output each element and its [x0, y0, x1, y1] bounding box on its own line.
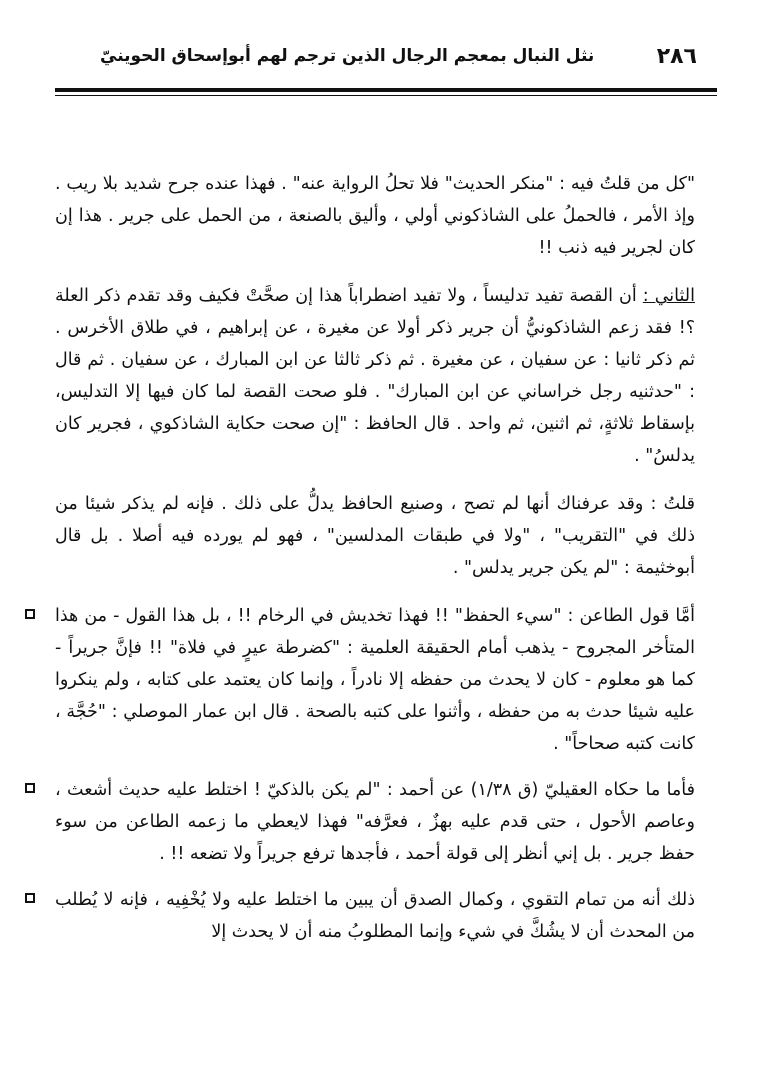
page-body	[55, 168, 695, 962]
paragraph-2-text: أن القصة تفيد تدليساً ، ولا تفيد اضطراباً هذا إن صحَّتْ فكيف وقد تقدم ذكر العلة ؟! فقد زعم الشاذكونيُّ أن جرير ذكر أولا عن مغيرة ، عن إبراهيم ، في طلاق الأخرس . ثم ذكر ثانيا : عن سفيان ، عن مغيرة . ثم ذكر ثالثا عن ابن المبارك ، عن سفيان . ثم قال : "حدثنيه رجل خراساني عن ابن المبارك" . فلو صحت القصة لما كان فيها إلا التدليس، بإسقاط ثلاثةٍ، ثم اثنين، ثم واحد . قال الحافظ : "إن صحت حكاية الشاذكوي ، فجرير كان يدلسُ" .	[55, 286, 695, 466]
square-bullet-icon	[25, 893, 35, 903]
header-rule-thick	[55, 88, 717, 92]
bullet-item-2	[55, 774, 695, 870]
bullet-item-2-text: فأما ما حكاه العقيليّ (ق ١/٣٨) عن أحمد : "لم يكن بالذكيّ ! اختلط عليه حديث أشعث ، وعاصم الأحول ، حتى قدم عليه بهزٌ ، فعرَّفه" فهذا لايعطي ما زعمه الطاعن من سوء حفظ جرير . بل إني أنظر إلى قولة أحمد ، فأجدها ترفع جريراً ولا تضعه !! .	[55, 780, 695, 864]
square-bullet-icon	[25, 609, 35, 619]
paragraph-1: "كل من قلتُ فيه : "منكر الحديث" فلا تحلُ الرواية عنه" . فهذا عنده جرح شديد بلا ريب . وإذ الأمر ، فالحملُ على الشاذكوني أولي ، وأليق بالصنعة ، من الحمل على جرير . هذا إن كان لجرير فيه ذنب !!	[55, 174, 695, 258]
bullet-item-1	[55, 600, 695, 760]
page-header	[60, 40, 697, 80]
square-bullet-icon	[25, 783, 35, 793]
paragraph-2-heading: الثاني :	[642, 286, 695, 306]
paragraph-3: قلتُ : وقد عرفناك أنها لم تصح ، وصنيع الحافظ يدلُّ على ذلك . فإنه لم يذكر شيئا من ذلك في "التقريب" ، "ولا في طبقات المدلسين" ، فهو لم يورده فيه أصلا . بل قال أبوخثيمة : "لم يكن جرير يدلس" .	[55, 494, 695, 578]
bullet-item-3	[55, 884, 695, 948]
page-number: ٢٨٦	[656, 44, 697, 69]
bullet-item-1-text: أمَّا قول الطاعن : "سيء الحفظ" !! فهذا تخديش في الرخام !! ، بل هذا القول - من هذا المتأخر المجروح - يذهب أمام الحقيقة العلمية : "كضرطة عيرٍ في فلاة" !! فإنَّ جريراً - كما هو معلوم - كان لا يحدث من حفظه إلا نادراً ، وإنما كان يعتمد على كتابه ، ولم ينكروا عليه شيئا حدث به من حفظه ، وأثنوا على كتبه بالصحة . قال ابن عمار الموصلي : "حُجَّة ، كانت كتبه صحاحاً" .	[55, 606, 695, 754]
header-rule-thin	[55, 95, 717, 96]
paragraph-2	[55, 280, 695, 472]
bullet-item-3-text: ذلك أنه من تمام التقوي ، وكمال الصدق أن يبين ما اختلط عليه ولا يُخْفِيه ، فإنه لا يُطلب من المحدث أن لا يشُكَّ في شيء وإنما المطلوبُ منه أن لا يحدث إلا	[55, 890, 695, 942]
running-title: نثل النبال بمعجم الرجال الذين ترجم لهم أبوإسحاق الحوينيّ	[100, 46, 595, 66]
